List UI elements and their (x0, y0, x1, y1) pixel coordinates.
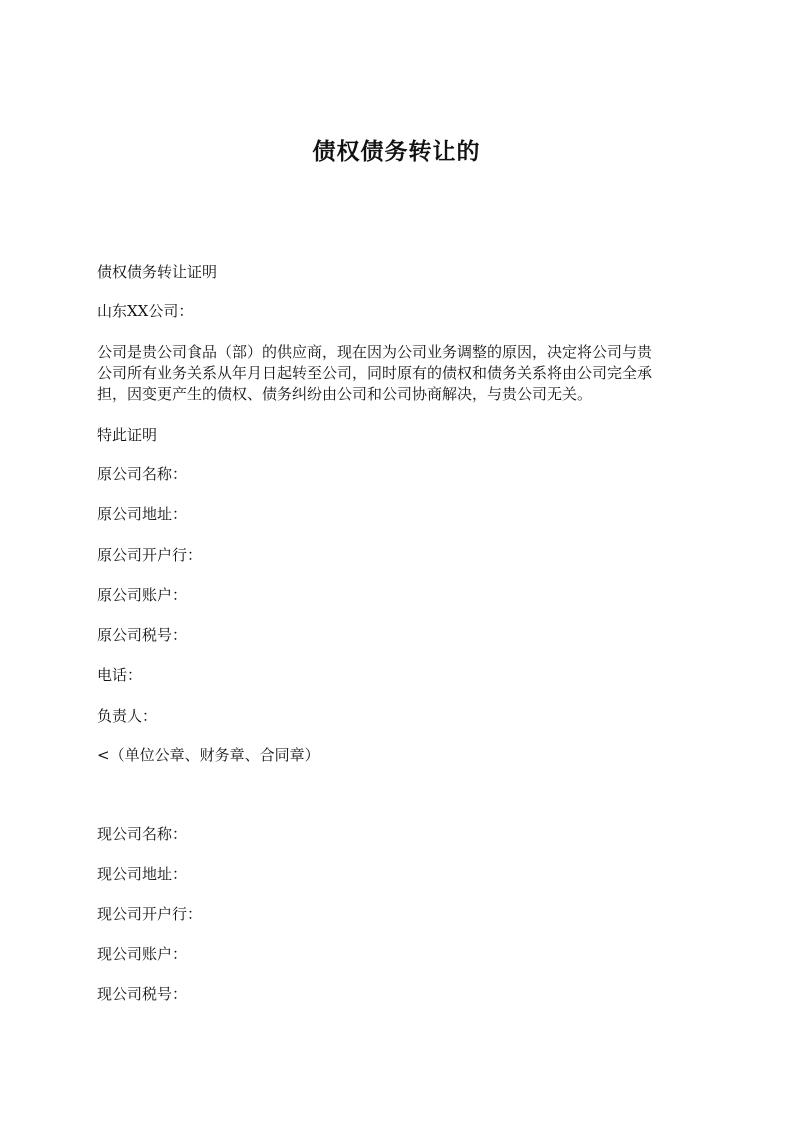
original-company-account-label: 原公司账户： (97, 586, 188, 604)
body-line: 公司是贵公司食品（部）的供应商，现在因为公司业务调整的原因，决定将公司与贵 (97, 343, 653, 361)
current-company-account-label: 现公司账户： (97, 945, 188, 963)
original-company-tax-label: 原公司税号： (97, 626, 188, 644)
original-company-address-label: 原公司地址： (97, 505, 188, 523)
closing-text: 特此证明 (97, 426, 158, 444)
current-company-name-label: 现公司名称： (97, 825, 188, 843)
body-line: 担，因变更产生的债权、债务纠纷由公司和公司协商解决，与贵公司无关。 (97, 385, 593, 403)
document-subtitle: 债权债务转让证明 (97, 263, 218, 281)
current-company-tax-label: 现公司税号： (97, 985, 188, 1003)
person-in-charge-label: 负责人： (97, 707, 158, 725)
seal-note: <（单位公章、财务章、合同章） (97, 746, 320, 764)
current-company-bank-label: 现公司开户行： (97, 905, 203, 923)
body-paragraph (97, 342, 697, 405)
phone-label: 电话： (97, 666, 143, 684)
original-company-name-label: 原公司名称： (97, 465, 188, 483)
addressee: 山东XX公司： (97, 302, 194, 320)
original-company-bank-label: 原公司开户行： (97, 546, 203, 564)
body-line: 公司所有业务关系从年月日起转至公司，同时原有的债权和债务关系将由公司完全承 (97, 364, 653, 382)
document-title: 债权债务转让的 (312, 139, 481, 165)
current-company-address-label: 现公司地址： (97, 865, 188, 883)
